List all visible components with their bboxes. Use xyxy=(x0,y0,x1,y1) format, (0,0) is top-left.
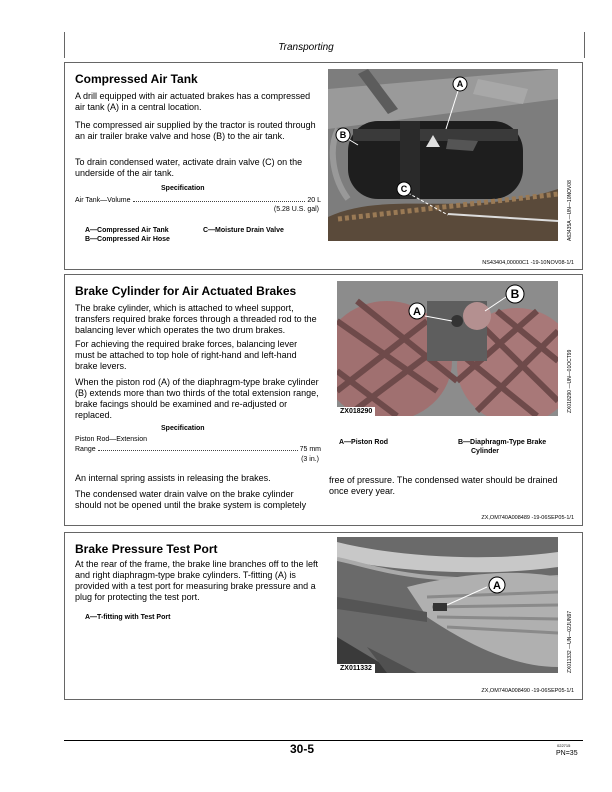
paragraph: When the piston rod (A) of the diaphragm-type brake cylinder (B) extends more than two thirds of the total extension range, brake facings should be examined and re-adjusted or replaced. xyxy=(75,377,319,420)
legend-item: A—T-fitting with Test Port xyxy=(85,614,171,621)
legend-item: B—Compressed Air Hose xyxy=(85,236,170,243)
legend-item: C—Moisture Drain Valve xyxy=(203,227,284,234)
spec-value: 75 mm xyxy=(299,446,321,453)
spec-row xyxy=(75,197,321,204)
spec-label: Piston Rod—Extension xyxy=(75,436,147,443)
callout-b: B xyxy=(339,130,347,140)
figure-label: ZX011332 xyxy=(337,664,375,673)
spec-label-line xyxy=(75,436,321,443)
spec-leader xyxy=(133,197,306,202)
callout-b: B xyxy=(510,287,520,301)
paragraph-continuation: free of pressure. The condensed water should be drained once every year. xyxy=(329,475,558,496)
pn-number: PN=35 xyxy=(556,750,578,757)
image-id: A63435A —UN—10NOV08 xyxy=(567,180,573,241)
test-port-illustration xyxy=(337,537,558,673)
callout-c: C xyxy=(400,184,408,194)
paragraph: At the rear of the frame, the brake line branches off to the left and right diaphragm-type brake cylinders. T-fitting (A) is provided with a test port for measuring brake pressure and a plug for protecting the test port. xyxy=(75,559,318,602)
spec-sub-value: (3 in.) xyxy=(301,456,319,463)
legend-item: A—Piston Rod xyxy=(339,439,388,446)
paragraph: The condensed water drain valve on the brake cylinder should not be opened until the brake system is completely xyxy=(75,489,307,510)
paragraph: The compressed air supplied by the tractor is routed through an air trailer brake valve and hose (B) to the air tank. xyxy=(75,120,316,141)
doc-reference: NS43404,00000C1 -19-10NOV08-1/1 xyxy=(482,260,574,266)
paragraph: The brake cylinder, which is attached to wheel support, transfers required brake forces through a threaded rod to the balancing lever which operates the two drum brakes. xyxy=(75,303,317,335)
paragraph: To drain condensed water, activate drain valve (C) on the underside of the air tank. xyxy=(75,157,303,178)
callout-a: A xyxy=(456,79,464,89)
test-port-photo xyxy=(337,537,558,673)
brake-cylinder-illustration xyxy=(337,281,558,416)
section-header-title: Transporting xyxy=(278,42,334,53)
callout-a: A xyxy=(413,306,421,318)
section-brake-cylinder xyxy=(64,274,583,526)
spec-label: Range xyxy=(75,446,96,453)
paragraph: A drill equipped with air actuated brakes has a compressed air tank (A) in a central location. xyxy=(75,91,311,112)
doc-reference: ZX,OM740A008490 -19-06SEP05-1/1 xyxy=(481,688,574,694)
section-title: Brake Cylinder for Air Actuated Brakes xyxy=(75,284,297,298)
figure-label: ZX018290 xyxy=(337,407,375,416)
air-tank-photo xyxy=(328,69,558,241)
brake-cylinder-photo xyxy=(337,281,558,416)
paragraph: An internal spring assists in releasing the brakes. xyxy=(75,473,271,483)
spec-label: Air Tank—Volume xyxy=(75,197,131,204)
image-id: ZX011332 —UN—02JUN97 xyxy=(567,610,573,673)
footer-rule xyxy=(64,740,583,741)
legend-item: B—Diaphragm-Type Brake xyxy=(458,439,547,446)
spec-leader xyxy=(98,446,298,451)
section-title: Compressed Air Tank xyxy=(75,72,198,86)
legend-item: A—Compressed Air Tank xyxy=(85,227,169,234)
section-compressed-air-tank xyxy=(64,62,583,270)
callout-a: A xyxy=(493,580,501,592)
spec-row xyxy=(75,446,321,453)
image-id: ZX018290 —UN—01OCT99 xyxy=(567,349,573,413)
spec-heading: Specification xyxy=(161,185,205,192)
air-tank-illustration xyxy=(328,69,558,241)
section-brake-pressure-test-port xyxy=(64,532,583,700)
spec-sub-value: (5.28 U.S. gal) xyxy=(273,206,319,213)
page-number: 30-5 xyxy=(290,742,315,756)
spec-heading: Specification xyxy=(161,425,205,432)
legend-item: Cylinder xyxy=(471,448,500,455)
paragraph: For achieving the required brake forces, balancing lever must be attached to top hole of right-hand and left-hand brake levers. xyxy=(75,339,298,371)
page-code: 022715 xyxy=(557,743,571,748)
spec-value: 20 L xyxy=(307,197,321,204)
section-title: Brake Pressure Test Port xyxy=(75,542,218,556)
doc-reference: ZX,OM740A008489 -19-06SEP05-1/1 xyxy=(481,515,574,521)
